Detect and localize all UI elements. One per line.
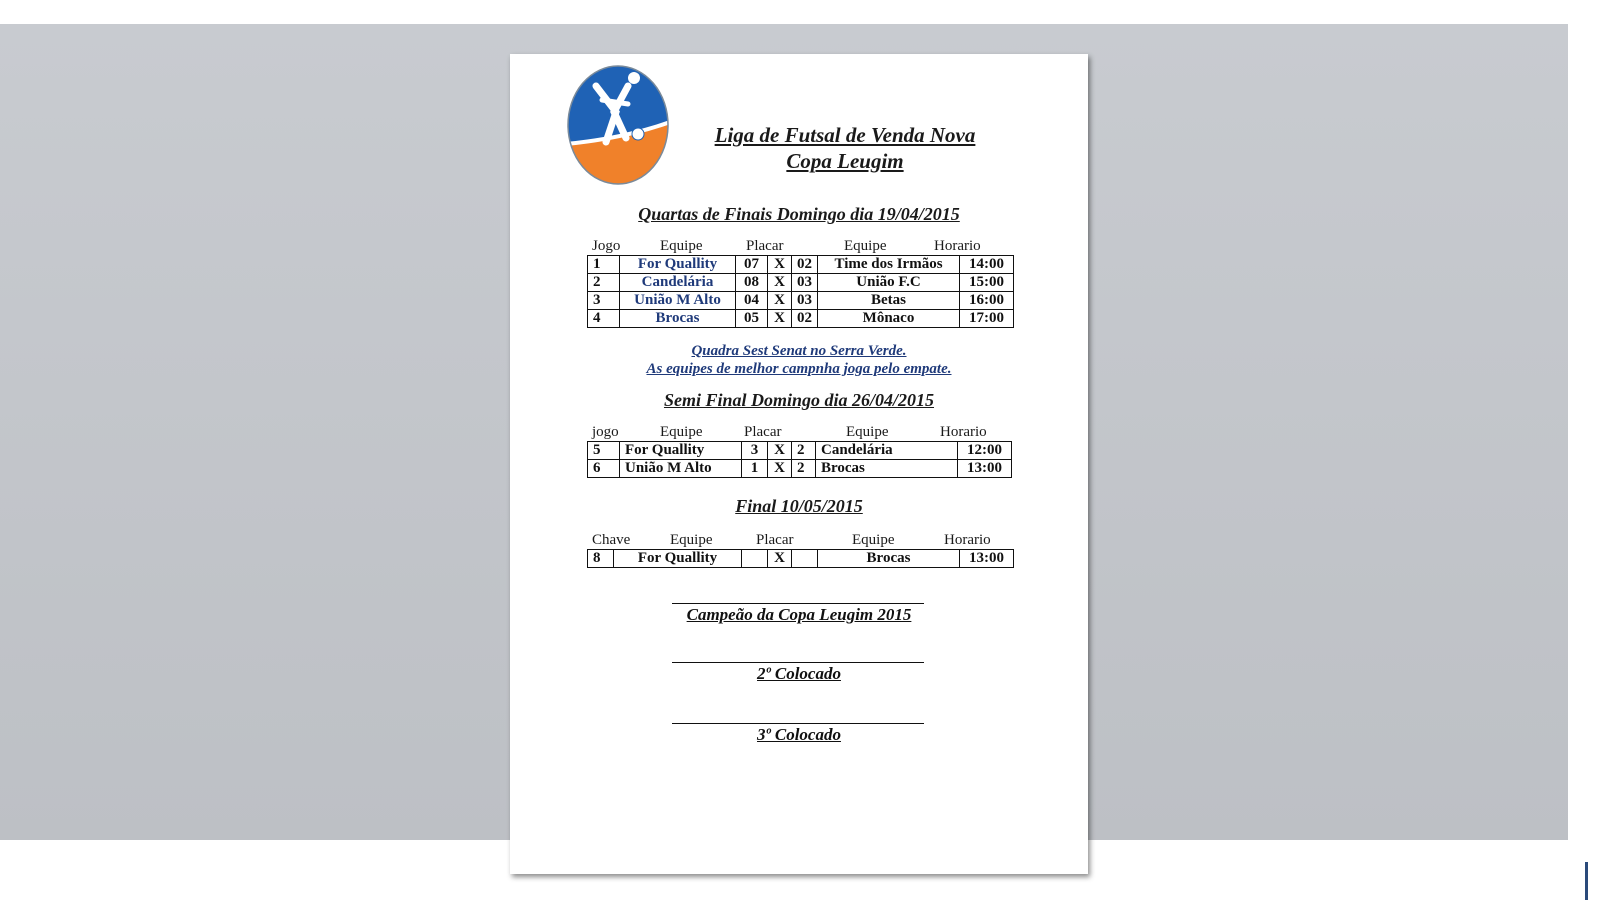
away-score-cell: 03 xyxy=(792,292,818,310)
qf-header-equipe-home: Equipe xyxy=(660,238,703,254)
time-cell: 15:00 xyxy=(960,274,1014,292)
league-title: Liga de Futsal de Venda Nova xyxy=(714,123,976,147)
versus-cell: X xyxy=(768,256,792,274)
semifinal-title: Semi Final Domingo dia 26/04/2015 xyxy=(663,390,935,410)
sf-header-equipe-home: Equipe xyxy=(660,424,703,440)
home-team-cell: For Quallity xyxy=(614,550,742,568)
away-team-cell: Time dos Irmãos xyxy=(818,256,960,274)
time-cell: 14:00 xyxy=(960,256,1014,274)
sf-header-horario: Horario xyxy=(940,424,987,440)
versus-cell: X xyxy=(768,274,792,292)
champion-blank-line xyxy=(672,603,924,604)
home-team-cell: Candelária xyxy=(620,274,736,292)
qf-header-horario: Horario xyxy=(934,238,981,254)
game-number-cell: 3 xyxy=(588,292,620,310)
home-score-cell: 07 xyxy=(736,256,768,274)
home-team-cell: União M Alto xyxy=(620,460,742,478)
scrollbar-edge[interactable] xyxy=(1585,862,1588,900)
sf-header-equipe-away: Equipe xyxy=(846,424,889,440)
home-team-cell: For Quallity xyxy=(620,256,736,274)
final-header-horario: Horario xyxy=(944,532,991,548)
semifinal-table xyxy=(587,441,1012,478)
second-place-label: 2º Colocado xyxy=(757,664,841,683)
final-table xyxy=(587,549,1014,568)
home-score-cell xyxy=(742,550,768,568)
home-team-cell: For Quallity xyxy=(620,442,742,460)
versus-cell: X xyxy=(768,442,792,460)
away-score-cell: 2 xyxy=(792,460,816,478)
table-row xyxy=(588,442,1012,460)
second-place-blank-line xyxy=(672,662,924,663)
tiebreak-note: As equipes de melhor campnha joga pelo empate. xyxy=(646,361,952,377)
final-title: Final 10/05/2015 xyxy=(735,496,863,516)
home-team-cell: União M Alto xyxy=(620,292,736,310)
time-cell: 16:00 xyxy=(960,292,1014,310)
final-header-equipe-away: Equipe xyxy=(852,532,895,548)
versus-cell: X xyxy=(768,460,792,478)
game-number-cell: 5 xyxy=(588,442,620,460)
home-team-cell: Brocas xyxy=(620,310,736,328)
final-header-chave: Chave xyxy=(592,532,631,548)
time-cell: 13:00 xyxy=(958,460,1012,478)
qf-header-jogo: Jogo xyxy=(592,238,621,254)
versus-cell: X xyxy=(768,550,792,568)
away-score-cell: 03 xyxy=(792,274,818,292)
versus-cell: X xyxy=(768,292,792,310)
away-score-cell: 2 xyxy=(792,442,816,460)
time-cell: 17:00 xyxy=(960,310,1014,328)
home-score-cell: 3 xyxy=(742,442,768,460)
home-score-cell: 04 xyxy=(736,292,768,310)
game-number-cell: 2 xyxy=(588,274,620,292)
cup-title: Copa Leugim xyxy=(786,149,904,173)
away-team-cell: Candelária xyxy=(816,442,958,460)
sf-header-placar: Placar xyxy=(744,424,782,440)
away-team-cell: Betas xyxy=(818,292,960,310)
away-team-cell: Brocas xyxy=(818,550,960,568)
venue-note: Quadra Sest Senat no Serra Verde. xyxy=(691,343,907,359)
time-cell: 12:00 xyxy=(958,442,1012,460)
league-logo-icon xyxy=(566,64,670,186)
away-score-cell: 02 xyxy=(792,256,818,274)
champion-label: Campeão da Copa Leugim 2015 xyxy=(686,605,912,624)
home-score-cell: 05 xyxy=(736,310,768,328)
sf-header-jogo: jogo xyxy=(592,424,619,440)
table-row xyxy=(588,310,1014,328)
game-number-cell: 4 xyxy=(588,310,620,328)
away-team-cell: Mônaco xyxy=(818,310,960,328)
game-number-cell: 6 xyxy=(588,460,620,478)
game-number-cell: 8 xyxy=(588,550,614,568)
table-row xyxy=(588,256,1014,274)
quarterfinal-table xyxy=(587,255,1014,328)
away-team-cell: Brocas xyxy=(816,460,958,478)
game-number-cell: 1 xyxy=(588,256,620,274)
document-viewport[interactable] xyxy=(0,24,1568,840)
versus-cell: X xyxy=(768,310,792,328)
document-page xyxy=(510,54,1088,874)
third-place-label: 3º Colocado xyxy=(757,725,841,744)
table-row xyxy=(588,460,1012,478)
final-header-placar: Placar xyxy=(756,532,794,548)
third-place-blank-line xyxy=(672,723,924,724)
home-score-cell: 08 xyxy=(736,274,768,292)
quarterfinal-title: Quartas de Finais Domingo dia 19/04/2015 xyxy=(638,204,960,224)
away-team-cell: União F.C xyxy=(818,274,960,292)
time-cell: 13:00 xyxy=(960,550,1014,568)
table-row xyxy=(588,292,1014,310)
away-score-cell xyxy=(792,550,818,568)
table-row xyxy=(588,274,1014,292)
qf-header-placar: Placar xyxy=(746,238,784,254)
qf-header-equipe-away: Equipe xyxy=(844,238,887,254)
home-score-cell: 1 xyxy=(742,460,768,478)
final-header-equipe-home: Equipe xyxy=(670,532,713,548)
away-score-cell: 02 xyxy=(792,310,818,328)
table-row xyxy=(588,550,1014,568)
